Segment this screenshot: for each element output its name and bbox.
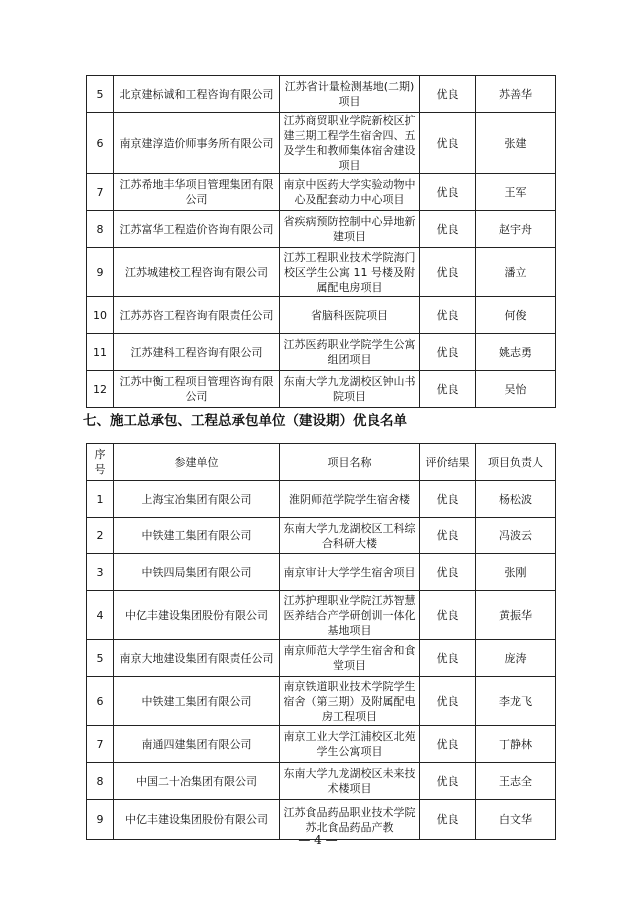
cell-leader: 姚志勇: [476, 334, 556, 371]
cell-leader: 张建: [476, 113, 556, 174]
table-row: [87, 518, 556, 554]
cell-no: 9: [87, 248, 114, 297]
table-row: [87, 211, 556, 248]
cell-unit: 南京大地建设集团有限责任公司: [114, 640, 280, 677]
cell-result: 优良: [420, 76, 476, 113]
cell-no: 3: [87, 554, 114, 591]
cell-result: 优良: [420, 800, 476, 840]
cell-result: 优良: [420, 334, 476, 371]
cell-unit: 江苏苏咨工程咨询有限责任公司: [114, 297, 280, 334]
cell-result: 优良: [420, 211, 476, 248]
cell-leader: 王军: [476, 174, 556, 211]
header-project: 项目名称: [280, 444, 420, 481]
cell-result: 优良: [420, 591, 476, 640]
cell-result: 优良: [420, 297, 476, 334]
cell-result: 优良: [420, 763, 476, 800]
table-row: [87, 371, 556, 408]
page-number: — 4 —: [298, 833, 338, 847]
cell-result: 优良: [420, 248, 476, 297]
table-row: [87, 591, 556, 640]
cell-project: 南京师范大学学生宿舍和食堂项目: [280, 640, 420, 677]
table-body: [87, 76, 556, 408]
cell-unit: 中铁四局集团有限公司: [114, 554, 280, 591]
header-result: 评价结果: [420, 444, 476, 481]
cell-unit: 江苏建科工程咨询有限公司: [114, 334, 280, 371]
cell-project: 江苏商贸职业学院新校区扩建三期工程学生宿舍四、五及学生和教师集体宿舍建设项目: [280, 113, 420, 174]
cell-project: 南京中医药大学实验动物中心及配套动力中心项目: [280, 174, 420, 211]
cell-leader: 王志全: [476, 763, 556, 800]
cell-result: 优良: [420, 174, 476, 211]
cell-result: 优良: [420, 554, 476, 591]
cell-unit: 江苏中衡工程项目管理咨询有限公司: [114, 371, 280, 408]
cell-project: 南京工业大学江浦校区北苑学生公寓项目: [280, 726, 420, 763]
cell-no: 6: [87, 113, 114, 174]
table-body: [87, 481, 556, 840]
header-no: 序号: [87, 444, 114, 481]
cell-no: 7: [87, 174, 114, 211]
cell-unit: 中铁建工集团有限公司: [114, 677, 280, 726]
cell-unit: 江苏希地丰华项目管理集团有限公司: [114, 174, 280, 211]
cell-project: 省脑科医院项目: [280, 297, 420, 334]
cell-leader: 庞涛: [476, 640, 556, 677]
cell-leader: 潘立: [476, 248, 556, 297]
cell-result: 优良: [420, 518, 476, 554]
cell-no: 1: [87, 481, 114, 518]
cell-unit: 中铁建工集团有限公司: [114, 518, 280, 554]
table-row: [87, 334, 556, 371]
cell-project: 东南大学九龙湖校区钟山书院项目: [280, 371, 420, 408]
cell-no: 2: [87, 518, 114, 554]
evaluation-table-top: [86, 75, 556, 408]
cell-no: 5: [87, 640, 114, 677]
cell-no: 10: [87, 297, 114, 334]
cell-leader: 苏善华: [476, 76, 556, 113]
cell-leader: 赵宇舟: [476, 211, 556, 248]
cell-result: 优良: [420, 371, 476, 408]
section-heading: 七、施工总承包、工程总承包单位（建设期）优良名单: [83, 413, 407, 429]
cell-project: 江苏食品药品职业技术学院苏北食品药品产教: [280, 800, 420, 840]
cell-no: 9: [87, 800, 114, 840]
cell-unit: 上海宝冶集团有限公司: [114, 481, 280, 518]
cell-project: 南京铁道职业技术学院学生宿舍（第三期）及附属配电房工程项目: [280, 677, 420, 726]
cell-project: 东南大学九龙湖校区工科综合科研大楼: [280, 518, 420, 554]
cell-no: 7: [87, 726, 114, 763]
cell-leader: 冯波云: [476, 518, 556, 554]
cell-unit: 江苏城建校工程咨询有限公司: [114, 248, 280, 297]
table-row: [87, 76, 556, 113]
cell-result: 优良: [420, 640, 476, 677]
cell-project: 东南大学九龙湖校区未来技术楼项目: [280, 763, 420, 800]
table-row: [87, 554, 556, 591]
cell-unit: 南通四建集团有限公司: [114, 726, 280, 763]
cell-no: 4: [87, 591, 114, 640]
table-header: [87, 444, 556, 481]
cell-leader: 张刚: [476, 554, 556, 591]
cell-leader: 何俊: [476, 297, 556, 334]
cell-no: 6: [87, 677, 114, 726]
cell-unit: 北京建标诚和工程咨询有限公司: [114, 76, 280, 113]
cell-result: 优良: [420, 677, 476, 726]
cell-unit: 江苏富华工程造价咨询有限公司: [114, 211, 280, 248]
cell-project: 江苏省计量检测基地(二期)项目: [280, 76, 420, 113]
table-row: [87, 174, 556, 211]
cell-no: 5: [87, 76, 114, 113]
table-row: [87, 481, 556, 518]
cell-no: 8: [87, 211, 114, 248]
cell-result: 优良: [420, 113, 476, 174]
cell-project: 省疾病预防控制中心异地新建项目: [280, 211, 420, 248]
header-row: [87, 444, 556, 481]
cell-leader: 杨松波: [476, 481, 556, 518]
evaluation-table-construction: [86, 443, 556, 840]
table-row: [87, 726, 556, 763]
cell-project: 江苏工程职业技术学院海门校区学生公寓 11 号楼及附属配电房项目: [280, 248, 420, 297]
cell-project: 南京审计大学学生宿舍项目: [280, 554, 420, 591]
cell-unit: 中国二十冶集团有限公司: [114, 763, 280, 800]
cell-unit: 中亿丰建设集团股份有限公司: [114, 800, 280, 840]
table-row: [87, 248, 556, 297]
cell-result: 优良: [420, 481, 476, 518]
table-row: [87, 113, 556, 174]
cell-project: 淮阴师范学院学生宿舍楼: [280, 481, 420, 518]
table-row: [87, 297, 556, 334]
cell-leader: 丁静林: [476, 726, 556, 763]
cell-unit: 中亿丰建设集团股份有限公司: [114, 591, 280, 640]
cell-unit: 南京建淳造价师事务所有限公司: [114, 113, 280, 174]
cell-leader: 李龙飞: [476, 677, 556, 726]
cell-project: 江苏医药职业学院学生公寓组团项目: [280, 334, 420, 371]
cell-project: 江苏护理职业学院江苏智慧医养结合产学研创训一体化基地项目: [280, 591, 420, 640]
table-row: [87, 763, 556, 800]
cell-no: 12: [87, 371, 114, 408]
table-row: [87, 640, 556, 677]
table-row: [87, 677, 556, 726]
cell-leader: 黄振华: [476, 591, 556, 640]
cell-no: 8: [87, 763, 114, 800]
cell-leader: 吴怡: [476, 371, 556, 408]
header-unit: 参建单位: [114, 444, 280, 481]
header-leader: 项目负责人: [476, 444, 556, 481]
cell-leader: 白文华: [476, 800, 556, 840]
cell-result: 优良: [420, 726, 476, 763]
cell-no: 11: [87, 334, 114, 371]
